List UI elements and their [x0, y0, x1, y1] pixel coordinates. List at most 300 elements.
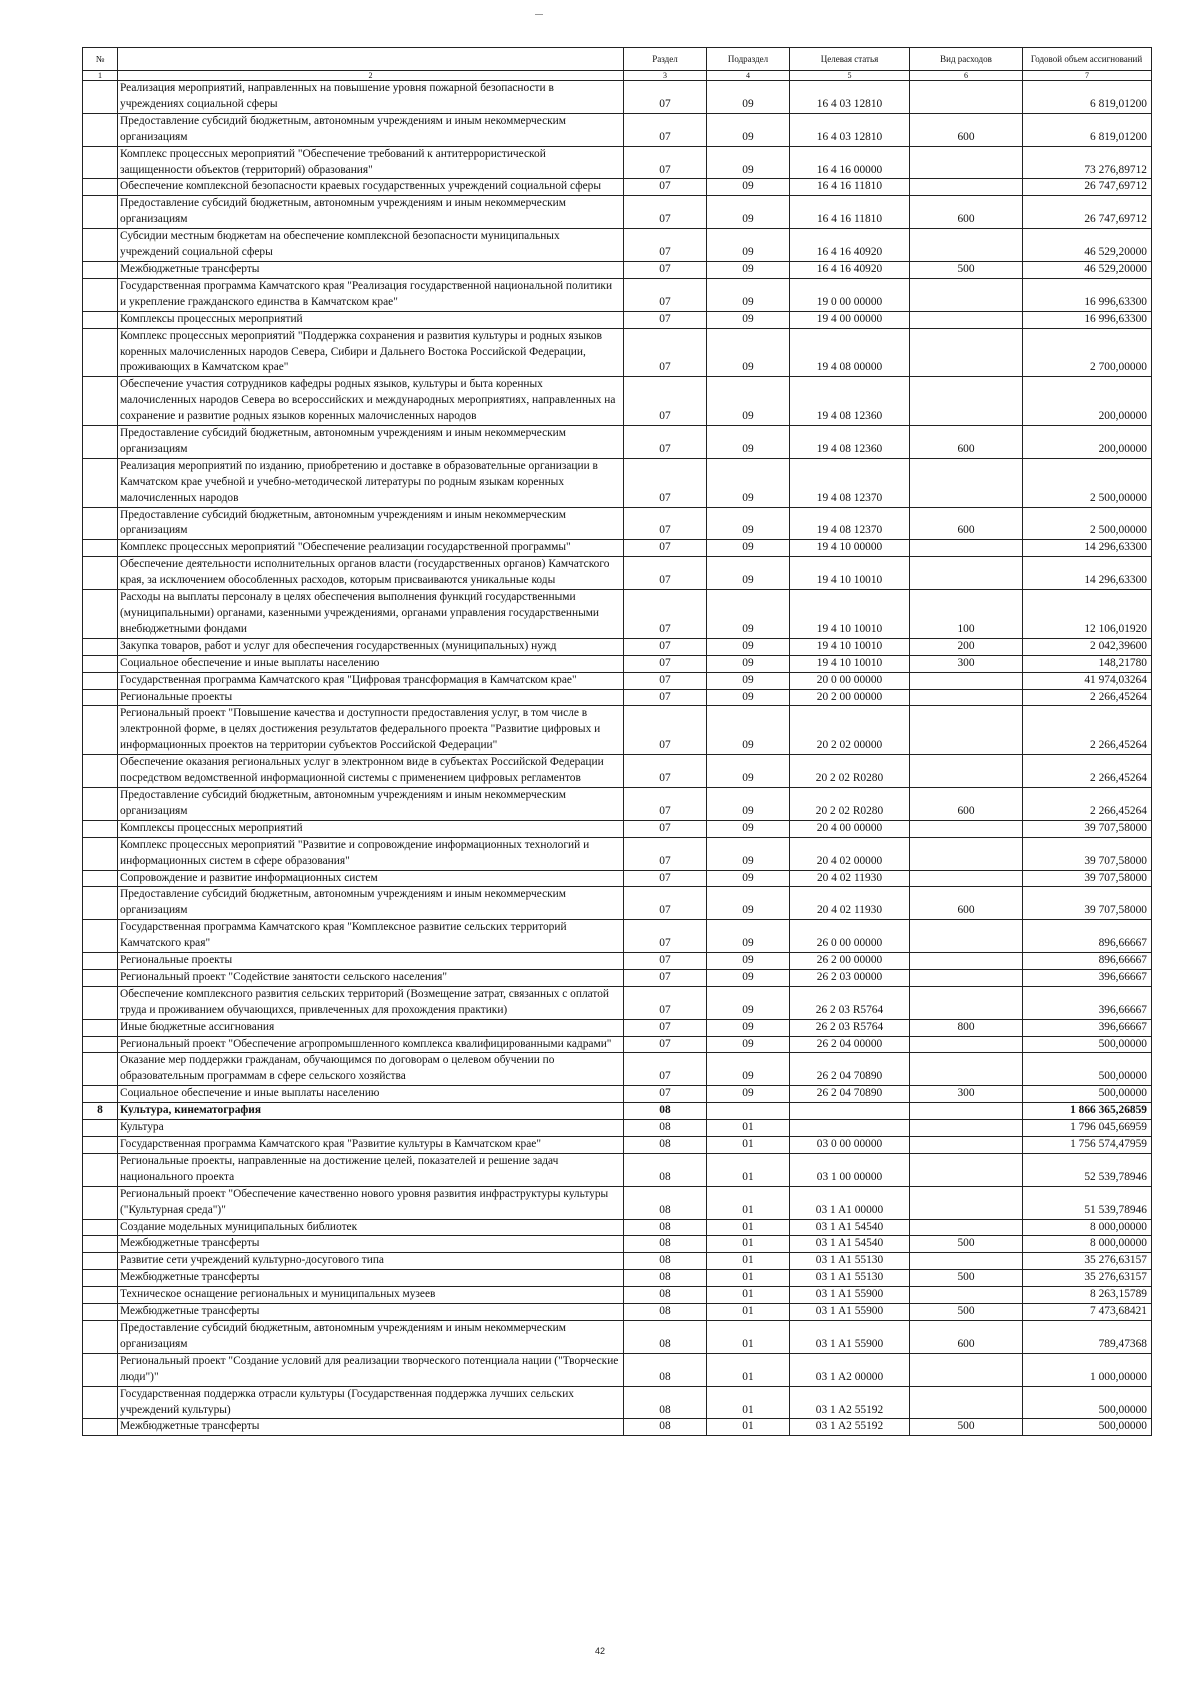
table-row — [83, 377, 1152, 426]
row-tselevaya-statya: 03 1 00 00000 — [790, 1153, 910, 1186]
table-row — [83, 328, 1152, 377]
row-razdel: 07 — [624, 787, 707, 820]
row-razdel: 07 — [624, 986, 707, 1019]
table-row — [83, 953, 1152, 970]
row-number — [83, 870, 118, 887]
row-podrazdel: 09 — [707, 1019, 790, 1036]
row-name: Региональный проект "Обеспечение качественно нового уровня развития инфраструктуры культуры ("Культурная среда")" — [118, 1186, 624, 1219]
row-tselevaya-statya: 19 0 00 00000 — [790, 278, 910, 311]
table-row — [83, 590, 1152, 639]
row-amount: 6 819,01200 — [1023, 113, 1152, 146]
row-razdel: 08 — [624, 1419, 707, 1436]
row-razdel: 07 — [624, 953, 707, 970]
row-amount: 2 500,00000 — [1023, 507, 1152, 540]
row-razdel: 08 — [624, 1137, 707, 1154]
row-number — [83, 196, 118, 229]
row-podrazdel: 09 — [707, 507, 790, 540]
table-row — [83, 261, 1152, 278]
row-amount: 39 707,58000 — [1023, 820, 1152, 837]
row-name: Региональный проект "Содействие занятости сельского населения" — [118, 969, 624, 986]
row-number — [83, 887, 118, 920]
row-razdel: 07 — [624, 458, 707, 507]
row-vid-raskhodov: 500 — [910, 261, 1023, 278]
row-number — [83, 1287, 118, 1304]
row-amount: 51 539,78946 — [1023, 1186, 1152, 1219]
row-razdel: 08 — [624, 1304, 707, 1321]
row-tselevaya-statya: 16 4 03 12810 — [790, 81, 910, 114]
table-row — [83, 920, 1152, 953]
table-row — [83, 1419, 1152, 1436]
row-podrazdel: 09 — [707, 706, 790, 755]
row-number — [83, 837, 118, 870]
row-vid-raskhodov: 800 — [910, 1019, 1023, 1036]
row-amount: 73 276,89712 — [1023, 146, 1152, 179]
row-tselevaya-statya: 16 4 16 00000 — [790, 146, 910, 179]
row-podrazdel: 09 — [707, 1036, 790, 1053]
row-name: Техническое оснащение региональных и муниципальных музеев — [118, 1287, 624, 1304]
row-tselevaya-statya: 20 4 02 11930 — [790, 887, 910, 920]
row-amount: 16 996,63300 — [1023, 311, 1152, 328]
row-vid-raskhodov: 600 — [910, 507, 1023, 540]
table-row — [83, 1320, 1152, 1353]
row-podrazdel: 01 — [707, 1353, 790, 1386]
row-podrazdel: 01 — [707, 1287, 790, 1304]
row-vid-raskhodov — [910, 986, 1023, 1019]
row-amount: 52 539,78946 — [1023, 1153, 1152, 1186]
row-razdel: 07 — [624, 426, 707, 459]
row-razdel: 08 — [624, 1287, 707, 1304]
table-row — [83, 1137, 1152, 1154]
row-tselevaya-statya: 03 1 A1 55900 — [790, 1304, 910, 1321]
row-podrazdel: 09 — [707, 638, 790, 655]
row-number — [83, 1386, 118, 1419]
table-row — [83, 113, 1152, 146]
row-razdel: 07 — [624, 655, 707, 672]
row-razdel: 07 — [624, 672, 707, 689]
row-vid-raskhodov — [910, 837, 1023, 870]
row-number — [83, 1120, 118, 1137]
row-razdel: 07 — [624, 81, 707, 114]
row-razdel: 08 — [624, 1186, 707, 1219]
row-number — [83, 986, 118, 1019]
row-amount: 6 819,01200 — [1023, 81, 1152, 114]
row-tselevaya-statya: 26 2 03 R5764 — [790, 1019, 910, 1036]
table-row — [83, 1036, 1152, 1053]
header-num: № — [83, 48, 118, 71]
row-vid-raskhodov — [910, 278, 1023, 311]
column-index: 7 — [1023, 71, 1152, 81]
row-razdel: 07 — [624, 557, 707, 590]
table-row — [83, 887, 1152, 920]
table-row — [83, 969, 1152, 986]
row-vid-raskhodov — [910, 229, 1023, 262]
row-amount: 500,00000 — [1023, 1036, 1152, 1053]
row-number — [83, 953, 118, 970]
row-podrazdel: 09 — [707, 1053, 790, 1086]
row-vid-raskhodov — [910, 1053, 1023, 1086]
row-vid-raskhodov: 500 — [910, 1270, 1023, 1287]
table-row — [83, 706, 1152, 755]
row-name: Предоставление субсидий бюджетным, автономным учреждениям и иным некоммерческим организациям — [118, 426, 624, 459]
row-podrazdel: 01 — [707, 1120, 790, 1137]
row-tselevaya-statya: 03 1 A1 55900 — [790, 1320, 910, 1353]
row-vid-raskhodov — [910, 1219, 1023, 1236]
table-row — [83, 1253, 1152, 1270]
table-row — [83, 689, 1152, 706]
row-name: Региональные проекты, направленные на достижение целей, показателей и решение задач национального проекта — [118, 1153, 624, 1186]
row-podrazdel: 09 — [707, 146, 790, 179]
row-number — [83, 113, 118, 146]
row-name: Предоставление субсидий бюджетным, автономным учреждениям и иным некоммерческим организациям — [118, 113, 624, 146]
table-row — [83, 986, 1152, 1019]
row-podrazdel: 09 — [707, 672, 790, 689]
row-podrazdel — [707, 1103, 790, 1120]
row-podrazdel: 09 — [707, 870, 790, 887]
header-name — [118, 48, 624, 71]
row-tselevaya-statya: 03 1 A2 55192 — [790, 1386, 910, 1419]
row-podrazdel: 01 — [707, 1219, 790, 1236]
column-index: 5 — [790, 71, 910, 81]
row-name: Региональные проекты — [118, 953, 624, 970]
row-vid-raskhodov — [910, 1103, 1023, 1120]
row-tselevaya-statya: 03 1 A1 54540 — [790, 1219, 910, 1236]
row-razdel: 07 — [624, 1053, 707, 1086]
row-tselevaya-statya: 26 2 00 00000 — [790, 953, 910, 970]
header-razdel: Раздел — [624, 48, 707, 71]
row-podrazdel: 09 — [707, 328, 790, 377]
row-name: Комплекс процессных мероприятий "Обеспечение требований к антитеррористической защищенности объектов (территорий) образования" — [118, 146, 624, 179]
row-razdel: 07 — [624, 261, 707, 278]
row-razdel: 08 — [624, 1236, 707, 1253]
table-row — [83, 1153, 1152, 1186]
row-podrazdel: 09 — [707, 887, 790, 920]
row-tselevaya-statya: 20 4 02 00000 — [790, 837, 910, 870]
row-amount: 39 707,58000 — [1023, 870, 1152, 887]
table-body — [83, 81, 1152, 1436]
row-podrazdel: 01 — [707, 1304, 790, 1321]
row-vid-raskhodov — [910, 755, 1023, 788]
row-name: Сопровождение и развитие информационных систем — [118, 870, 624, 887]
row-razdel: 07 — [624, 278, 707, 311]
row-razdel: 07 — [624, 229, 707, 262]
row-vid-raskhodov — [910, 1036, 1023, 1053]
row-podrazdel: 09 — [707, 196, 790, 229]
row-vid-raskhodov — [910, 920, 1023, 953]
row-amount: 7 473,68421 — [1023, 1304, 1152, 1321]
row-amount: 8 000,00000 — [1023, 1219, 1152, 1236]
row-number — [83, 1270, 118, 1287]
row-tselevaya-statya: 03 1 A1 54540 — [790, 1236, 910, 1253]
row-name: Обеспечение участия сотрудников кафедры родных языков, культуры и быта коренных малочисленных народов Севера во всероссийских и международных мероприятиях, направленных на сохранение и развитие родных языков коренных малочисленных народов — [118, 377, 624, 426]
row-number — [83, 1086, 118, 1103]
row-vid-raskhodov — [910, 458, 1023, 507]
row-name: Межбюджетные трансферты — [118, 1236, 624, 1253]
row-vid-raskhodov — [910, 377, 1023, 426]
row-number — [83, 229, 118, 262]
row-number — [83, 557, 118, 590]
row-vid-raskhodov: 600 — [910, 426, 1023, 459]
row-vid-raskhodov — [910, 953, 1023, 970]
row-name: Создание модельных муниципальных библиотек — [118, 1219, 624, 1236]
row-vid-raskhodov — [910, 672, 1023, 689]
row-vid-raskhodov — [910, 557, 1023, 590]
column-index: 4 — [707, 71, 790, 81]
row-tselevaya-statya: 19 4 08 00000 — [790, 328, 910, 377]
row-tselevaya-statya: 03 1 A1 55130 — [790, 1253, 910, 1270]
row-vid-raskhodov — [910, 1137, 1023, 1154]
row-number — [83, 820, 118, 837]
header-annual-amount: Годовой объем ассигнований — [1023, 48, 1152, 71]
row-tselevaya-statya: 20 2 00 00000 — [790, 689, 910, 706]
row-razdel: 07 — [624, 196, 707, 229]
row-number: 8 — [83, 1103, 118, 1120]
row-tselevaya-statya: 19 4 08 12370 — [790, 507, 910, 540]
row-amount: 35 276,63157 — [1023, 1270, 1152, 1287]
row-amount: 1 796 045,66959 — [1023, 1120, 1152, 1137]
row-amount: 396,66667 — [1023, 1019, 1152, 1036]
row-vid-raskhodov — [910, 1386, 1023, 1419]
row-tselevaya-statya: 19 4 08 12360 — [790, 377, 910, 426]
row-number — [83, 590, 118, 639]
row-name: Обеспечение оказания региональных услуг в электронном виде в субъектах Российской Федерации посредством ведомственной информационной системы с применением цифровых регламентов — [118, 755, 624, 788]
row-tselevaya-statya: 19 4 00 00000 — [790, 311, 910, 328]
row-podrazdel: 09 — [707, 986, 790, 1019]
row-podrazdel: 01 — [707, 1419, 790, 1436]
row-podrazdel: 09 — [707, 113, 790, 146]
row-tselevaya-statya: 19 4 08 12370 — [790, 458, 910, 507]
row-number — [83, 1320, 118, 1353]
table-row — [83, 458, 1152, 507]
row-razdel: 08 — [624, 1153, 707, 1186]
row-vid-raskhodov: 600 — [910, 787, 1023, 820]
header-tselevaya-statya: Целевая статья — [790, 48, 910, 71]
row-vid-raskhodov — [910, 540, 1023, 557]
row-vid-raskhodov: 600 — [910, 113, 1023, 146]
row-name: Расходы на выплаты персоналу в целях обеспечения выполнения функций государственными (муниципальными) органами, казенными учреждениями, органами управления государственными внебюджетными фондами — [118, 590, 624, 639]
row-name: Государственная программа Камчатского края "Развитие культуры в Камчатском крае" — [118, 1137, 624, 1154]
row-number — [83, 377, 118, 426]
row-number — [83, 689, 118, 706]
row-tselevaya-statya: 20 4 00 00000 — [790, 820, 910, 837]
row-podrazdel: 01 — [707, 1320, 790, 1353]
table-row — [83, 557, 1152, 590]
row-name: Межбюджетные трансферты — [118, 261, 624, 278]
row-podrazdel: 09 — [707, 787, 790, 820]
row-number — [83, 426, 118, 459]
row-razdel: 07 — [624, 920, 707, 953]
table-row — [83, 755, 1152, 788]
row-podrazdel: 01 — [707, 1253, 790, 1270]
row-podrazdel: 09 — [707, 590, 790, 639]
table-row — [83, 196, 1152, 229]
table-row — [83, 1053, 1152, 1086]
row-tselevaya-statya: 03 1 A1 00000 — [790, 1186, 910, 1219]
row-name: Обеспечение деятельности исполнительных органов власти (государственных органов) Камчатского края, за исключением обособленных расходов, которым присваиваются уникальные коды — [118, 557, 624, 590]
row-amount: 12 106,01920 — [1023, 590, 1152, 639]
row-name: Комплекс процессных мероприятий "Развитие и сопровождение информационных технологий и информационных систем в сфере образования" — [118, 837, 624, 870]
row-number — [83, 1137, 118, 1154]
row-number — [83, 1219, 118, 1236]
row-podrazdel: 09 — [707, 426, 790, 459]
row-tselevaya-statya: 03 0 00 00000 — [790, 1137, 910, 1154]
row-amount: 1 000,00000 — [1023, 1353, 1152, 1386]
row-razdel: 08 — [624, 1353, 707, 1386]
row-tselevaya-statya: 19 4 10 10010 — [790, 590, 910, 639]
row-name: Субсидии местным бюджетам на обеспечение комплексной безопасности муниципальных учреждений социальной сферы — [118, 229, 624, 262]
row-razdel: 07 — [624, 689, 707, 706]
row-vid-raskhodov: 500 — [910, 1236, 1023, 1253]
row-tselevaya-statya: 19 4 10 10010 — [790, 638, 910, 655]
row-razdel: 07 — [624, 870, 707, 887]
row-tselevaya-statya: 19 4 10 10010 — [790, 655, 910, 672]
row-podrazdel: 01 — [707, 1236, 790, 1253]
row-vid-raskhodov — [910, 1153, 1023, 1186]
row-name: Предоставление субсидий бюджетным, автономным учреждениям и иным некоммерческим организациям — [118, 787, 624, 820]
row-vid-raskhodov: 200 — [910, 638, 1023, 655]
row-amount: 500,00000 — [1023, 1386, 1152, 1419]
row-name: Государственная программа Камчатского края "Реализация государственной национальной политики и укрепление гражданского единства в Камчатском крае" — [118, 278, 624, 311]
column-index: 2 — [118, 71, 624, 81]
row-vid-raskhodov: 600 — [910, 196, 1023, 229]
column-index: 1 — [83, 71, 118, 81]
row-tselevaya-statya: 16 4 03 12810 — [790, 113, 910, 146]
row-amount: 35 276,63157 — [1023, 1253, 1152, 1270]
row-number — [83, 1036, 118, 1053]
row-razdel: 07 — [624, 377, 707, 426]
row-amount: 500,00000 — [1023, 1086, 1152, 1103]
row-amount: 46 529,20000 — [1023, 261, 1152, 278]
row-vid-raskhodov: 100 — [910, 590, 1023, 639]
row-podrazdel: 09 — [707, 179, 790, 196]
row-vid-raskhodov: 500 — [910, 1419, 1023, 1436]
row-name: Региональный проект "Обеспечение агропромышленного комплекса квалифицированными кадрами" — [118, 1036, 624, 1053]
row-amount: 26 747,69712 — [1023, 179, 1152, 196]
row-amount: 1 756 574,47959 — [1023, 1137, 1152, 1154]
row-amount: 2 266,45264 — [1023, 689, 1152, 706]
row-name: Предоставление субсидий бюджетным, автономным учреждениям и иным некоммерческим организациям — [118, 1320, 624, 1353]
row-name: Закупка товаров, работ и услуг для обеспечения государственных (муниципальных) нужд — [118, 638, 624, 655]
row-razdel: 07 — [624, 837, 707, 870]
row-number — [83, 261, 118, 278]
row-razdel: 07 — [624, 311, 707, 328]
row-tselevaya-statya: 03 1 A2 55192 — [790, 1419, 910, 1436]
row-tselevaya-statya: 20 0 00 00000 — [790, 672, 910, 689]
row-name: Оказание мер поддержки гражданам, обучающимся по договорам о целевом обучении по образовательным программам в сфере сельского хозяйства — [118, 1053, 624, 1086]
column-index: 3 — [624, 71, 707, 81]
row-name: Государственная поддержка отрасли культуры (Государственная поддержка лучших сельских учреждений культуры) — [118, 1386, 624, 1419]
row-number — [83, 179, 118, 196]
row-podrazdel: 01 — [707, 1186, 790, 1219]
row-name: Региональный проект "Создание условий для реализации творческого потенциала нации ("Творческие люди")" — [118, 1353, 624, 1386]
table-row — [83, 1103, 1152, 1120]
row-number — [83, 328, 118, 377]
row-number — [83, 920, 118, 953]
row-number — [83, 755, 118, 788]
row-vid-raskhodov — [910, 870, 1023, 887]
row-vid-raskhodov: 500 — [910, 1304, 1023, 1321]
table-row — [83, 1386, 1152, 1419]
table-row — [83, 1236, 1152, 1253]
row-razdel: 07 — [624, 1019, 707, 1036]
row-podrazdel: 09 — [707, 540, 790, 557]
row-vid-raskhodov — [910, 81, 1023, 114]
table-row — [83, 278, 1152, 311]
row-razdel: 08 — [624, 1120, 707, 1137]
row-razdel: 07 — [624, 113, 707, 146]
row-razdel: 07 — [624, 1086, 707, 1103]
row-podrazdel: 09 — [707, 655, 790, 672]
row-razdel: 07 — [624, 1036, 707, 1053]
row-tselevaya-statya — [790, 1120, 910, 1137]
table-row — [83, 1186, 1152, 1219]
row-vid-raskhodov: 600 — [910, 1320, 1023, 1353]
row-razdel: 07 — [624, 706, 707, 755]
row-name: Социальное обеспечение и иные выплаты населению — [118, 1086, 624, 1103]
row-podrazdel: 09 — [707, 953, 790, 970]
row-podrazdel: 09 — [707, 969, 790, 986]
row-tselevaya-statya: 26 2 04 70890 — [790, 1086, 910, 1103]
row-amount: 200,00000 — [1023, 377, 1152, 426]
row-vid-raskhodov: 300 — [910, 655, 1023, 672]
row-name: Предоставление субсидий бюджетным, автономным учреждениям и иным некоммерческим организациям — [118, 196, 624, 229]
table-header — [83, 48, 1152, 81]
row-razdel: 08 — [624, 1270, 707, 1287]
row-name: Реализация мероприятий, направленных на повышение уровня пожарной безопасности в учреждениях социальной сферы — [118, 81, 624, 114]
column-index: 6 — [910, 71, 1023, 81]
row-name: Комплексы процессных мероприятий — [118, 311, 624, 328]
row-podrazdel: 09 — [707, 820, 790, 837]
row-tselevaya-statya: 16 4 16 40920 — [790, 229, 910, 262]
row-tselevaya-statya — [790, 1103, 910, 1120]
row-podrazdel: 01 — [707, 1153, 790, 1186]
row-tselevaya-statya: 26 2 04 00000 — [790, 1036, 910, 1053]
row-number — [83, 540, 118, 557]
row-number — [83, 1153, 118, 1186]
row-podrazdel: 09 — [707, 229, 790, 262]
row-name: Комплекс процессных мероприятий "Поддержка сохранения и развития культуры и родных языков коренных малочисленных народов Севера, Сибири и Дальнего Востока Российской Федерации, проживающих в Камчатском крае" — [118, 328, 624, 377]
row-name: Комплекс процессных мероприятий "Обеспечение реализации государственной программы" — [118, 540, 624, 557]
row-amount: 2 700,00000 — [1023, 328, 1152, 377]
row-razdel: 07 — [624, 146, 707, 179]
row-name: Культура, кинематография — [118, 1103, 624, 1120]
row-name: Реализация мероприятий по изданию, приобретению и доставке в образовательные организации в Камчатском крае учебной и учебно-методической литературы по родным языкам коренных малочисленных народов — [118, 458, 624, 507]
row-vid-raskhodov — [910, 311, 1023, 328]
row-podrazdel: 09 — [707, 458, 790, 507]
row-name: Государственная программа Камчатского края "Цифровая трансформация в Камчатском крае" — [118, 672, 624, 689]
row-amount: 14 296,63300 — [1023, 540, 1152, 557]
row-tselevaya-statya: 03 1 A1 55900 — [790, 1287, 910, 1304]
row-amount: 2 266,45264 — [1023, 787, 1152, 820]
row-number — [83, 969, 118, 986]
row-tselevaya-statya: 20 4 02 11930 — [790, 870, 910, 887]
row-vid-raskhodov: 300 — [910, 1086, 1023, 1103]
row-name: Иные бюджетные ассигнования — [118, 1019, 624, 1036]
row-number — [83, 1353, 118, 1386]
row-amount: 41 974,03264 — [1023, 672, 1152, 689]
row-name: Региональный проект "Повышение качества и доступности предоставления услуг, в том числе в электронной форме, в целях достижения результатов федерального проекта "Развитие цифровых и информационных проектов на территории субъектов Российской Федерации" — [118, 706, 624, 755]
row-number — [83, 672, 118, 689]
row-number — [83, 1304, 118, 1321]
row-podrazdel: 09 — [707, 261, 790, 278]
row-name: Государственная программа Камчатского края "Комплексное развитие сельских территорий Камчатского края" — [118, 920, 624, 953]
row-number — [83, 706, 118, 755]
table-row — [83, 1287, 1152, 1304]
header-vid-raskhodov: Вид расходов — [910, 48, 1023, 71]
table-row — [83, 837, 1152, 870]
table-row — [83, 229, 1152, 262]
row-podrazdel: 09 — [707, 837, 790, 870]
table-row — [83, 426, 1152, 459]
